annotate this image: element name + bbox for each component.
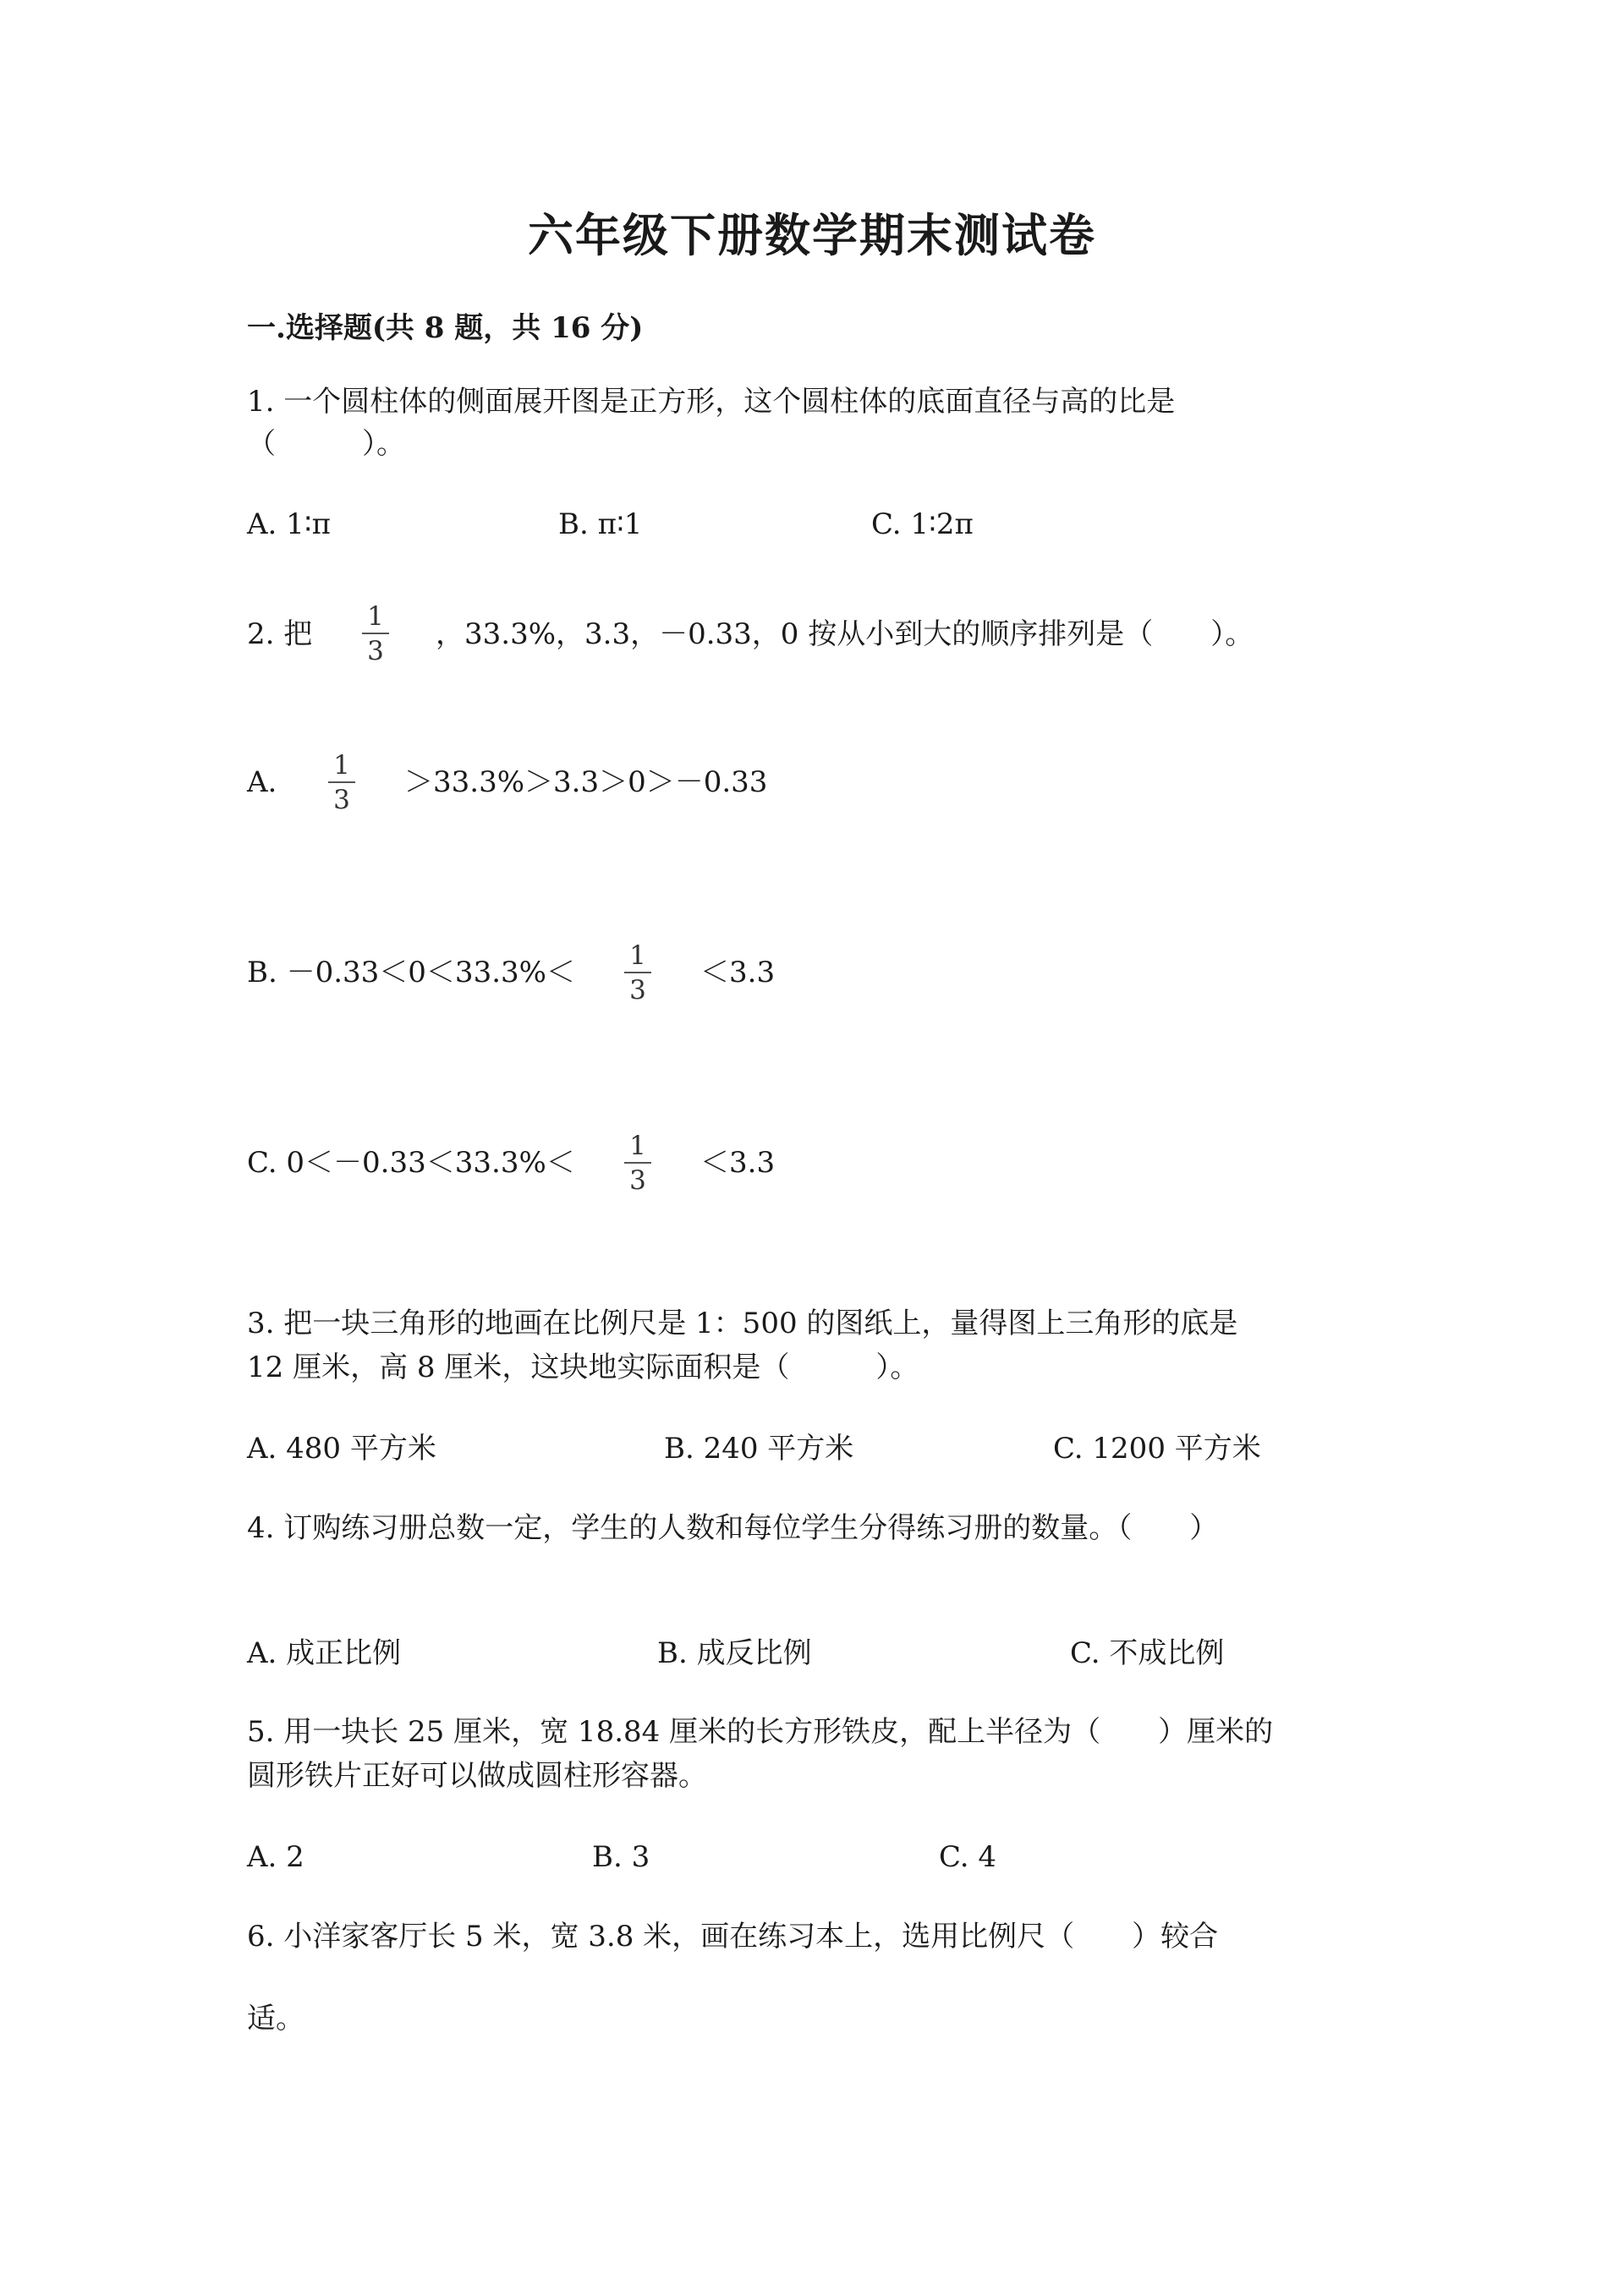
q2-option-b-fraction xyxy=(624,941,651,1005)
q3-option-b: B. 240 平方米 xyxy=(664,1432,854,1466)
q1-option-a: A. 1∶π xyxy=(247,507,331,541)
fraction-bar xyxy=(624,972,651,973)
fraction-bar xyxy=(362,633,389,634)
q6-stem-line-2: 适。 xyxy=(247,2002,304,2036)
q4-option-b: B. 成反比例 xyxy=(657,1636,812,1670)
fraction-bar xyxy=(624,1162,651,1164)
fraction-numerator: 1 xyxy=(333,750,350,781)
q5-option-b: B. 3 xyxy=(592,1840,650,1874)
q2-option-a-prefix: A. xyxy=(247,765,277,799)
q5-stem-line-2: 圆形铁片正好可以做成圆柱形容器。 xyxy=(247,1759,707,1793)
fraction-denominator: 3 xyxy=(333,785,350,815)
q5-option-c: C. 4 xyxy=(939,1840,997,1874)
q2-option-b-suffix: ＜3.3 xyxy=(700,956,776,989)
q1-stem-line-1: 1. 一个圆柱体的侧面展开图是正方形，这个圆柱体的底面直径与高的比是 xyxy=(247,385,1176,419)
q1-stem-line-2: （ ）。 xyxy=(247,427,405,461)
section-heading: 一.选择题(共 8 题，共 16 分) xyxy=(247,311,644,345)
q2-option-c-suffix: ＜3.3 xyxy=(700,1146,776,1180)
q4-stem-line-1: 4. 订购练习册总数一定，学生的人数和每位学生分得练习册的数量。（ ） xyxy=(247,1511,1219,1545)
fraction-numerator: 1 xyxy=(629,1131,646,1161)
fraction-numerator: 1 xyxy=(629,940,646,971)
q3-option-a: A. 480 平方米 xyxy=(247,1432,436,1466)
page-title: 六年级下册数学期末测试卷 xyxy=(528,208,1096,262)
q2-option-c-fraction xyxy=(624,1132,651,1195)
q5-stem-line-1: 5. 用一块长 25 厘米，宽 18.84 厘米的长方形铁皮，配上半径为（ ）厘米的 xyxy=(247,1715,1274,1749)
q2-stem-prefix: 2. 把 xyxy=(247,617,313,651)
q3-stem-line-1: 3. 把一块三角形的地画在比例尺是 1：500 的图纸上，量得图上三角形的底是 xyxy=(247,1307,1238,1340)
fraction-denominator: 3 xyxy=(629,1165,646,1196)
q2-option-a-suffix: ＞33.3%＞3.3＞0＞－0.33 xyxy=(404,765,768,799)
q2-option-a-fraction xyxy=(328,751,355,814)
q1-option-c: C. 1∶2π xyxy=(871,507,974,541)
q4-option-c: C. 不成比例 xyxy=(1070,1636,1225,1670)
fraction-denominator: 3 xyxy=(367,636,384,666)
q2-option-c-prefix: C. 0＜－0.33＜33.3%＜ xyxy=(247,1146,575,1180)
fraction-bar xyxy=(328,781,355,783)
q4-option-a: A. 成正比例 xyxy=(247,1636,402,1670)
q5-option-a: A. 2 xyxy=(247,1840,304,1874)
q1-option-b: B. π∶1 xyxy=(558,507,643,541)
fraction-denominator: 3 xyxy=(629,975,646,1006)
fraction-numerator: 1 xyxy=(367,601,384,632)
q2-stem-suffix: ，33.3%，3.3，－0.33，0 按从小到大的顺序排列是（ ）。 xyxy=(436,617,1254,651)
q3-stem-line-2: 12 厘米，高 8 厘米，这块地实际面积是（ ）。 xyxy=(247,1351,919,1384)
q2-option-b-prefix: B. －0.33＜0＜33.3%＜ xyxy=(247,956,575,989)
q3-option-c: C. 1200 平方米 xyxy=(1053,1432,1261,1466)
q2-stem-fraction xyxy=(362,602,389,666)
q6-stem-line-1: 6. 小洋家客厅长 5 米，宽 3.8 米，画在练习本上，选用比例尺（ ）较合 xyxy=(247,1920,1219,1954)
